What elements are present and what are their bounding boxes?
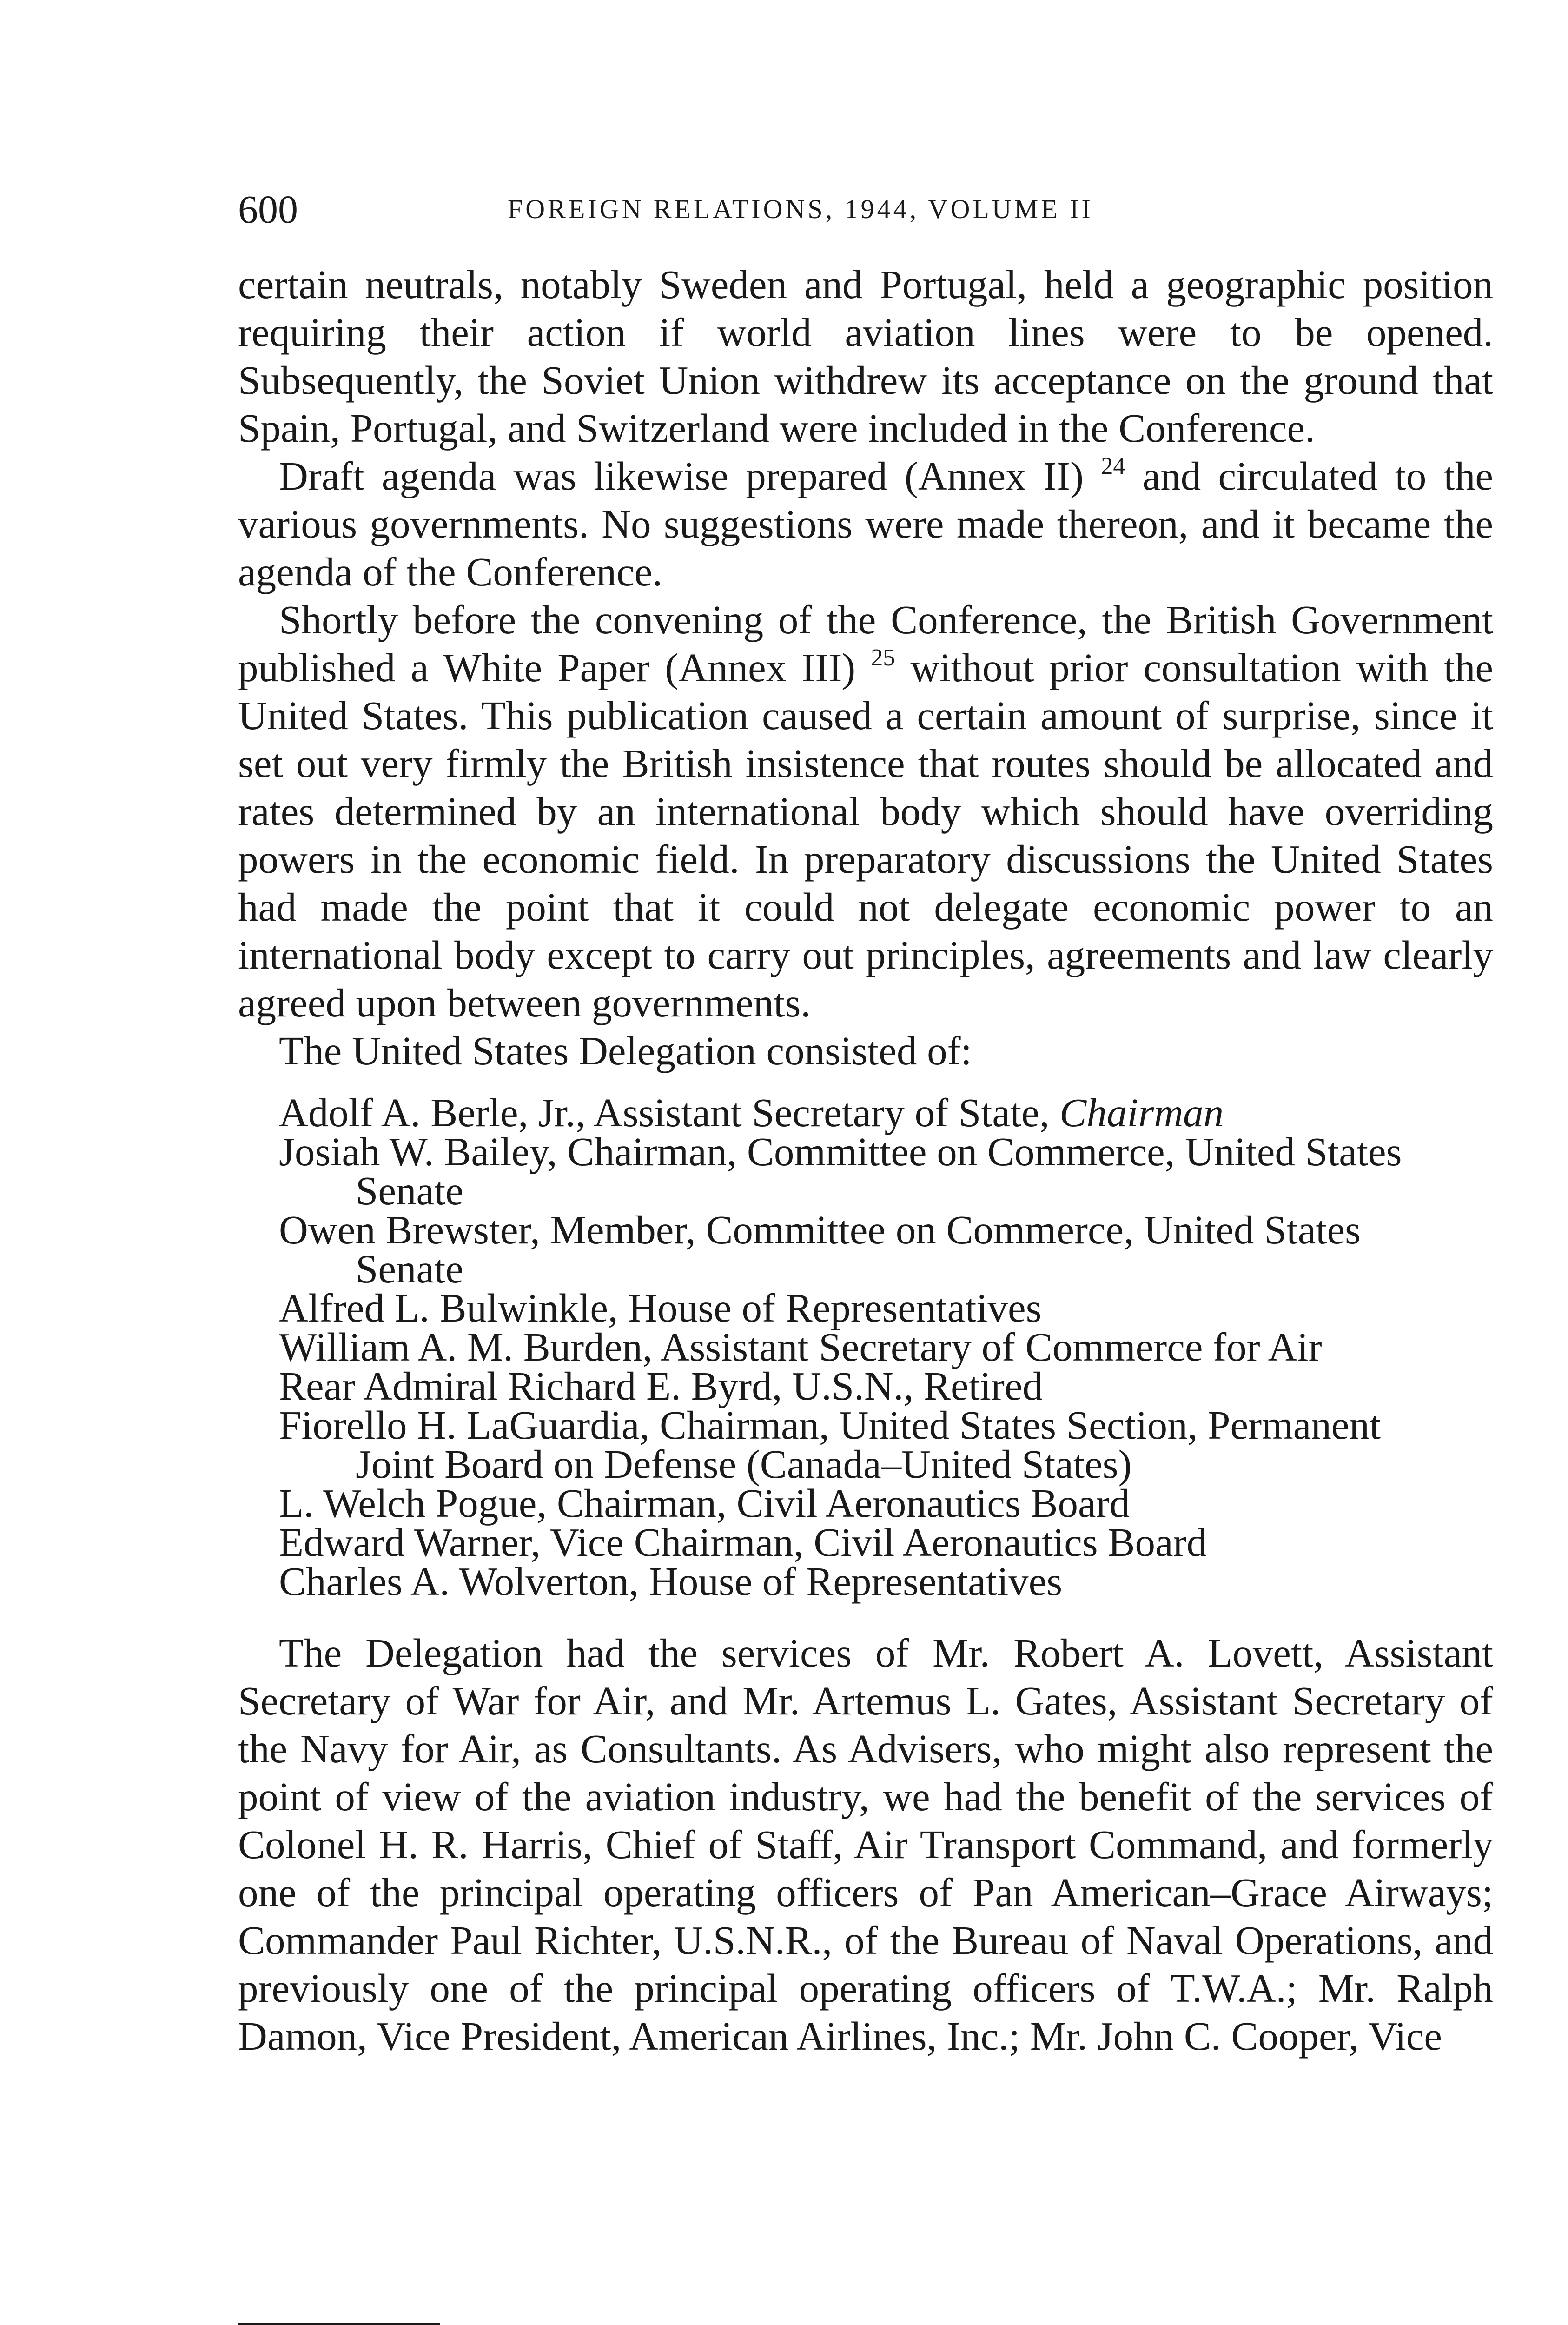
delegation-member: Josiah W. Bailey, Chairman, Committee on Commerce, United States Senate xyxy=(279,1129,1402,1213)
paragraph-1: certain neutrals, notably Sweden and Portugal, held a geographic position requiring their action if world aviation lines were to be opened. Subsequently, the Soviet Union withdrew its acceptance on the ground that Spain, Portugal, and Switzerland were included in the Conference. xyxy=(238,262,1493,451)
delegation-member: William A. M. Burden, Assistant Secretary of Commerce for Air xyxy=(279,1324,1322,1369)
delegation-member: Rear Admiral Richard E. Byrd, U.S.N., Retired xyxy=(279,1363,1043,1408)
paragraph-2-text-a: Draft agenda was likewise prepared (Annex II) xyxy=(279,453,1084,498)
page-number: 600 xyxy=(238,187,298,232)
paragraph-4: The United States Delegation consisted of: xyxy=(279,1028,972,1073)
delegation-member: Edward Warner, Vice Chairman, Civil Aeronautics Board xyxy=(279,1520,1207,1565)
paragraph-3-text-b: without prior consultation with the United States. This publication caused a certain amount of surprise, since it set out very firmly the British insistence that routes should be allocated and rates determined by an international body which should have overriding powers in the economic field. In preparatory discussions the United States had made the point that it could not delegate economic power to an international body except to carry out principles, agreements and law clearly agreed upon between governments. xyxy=(238,645,1493,1025)
delegation-member xyxy=(279,1090,1439,1135)
delegation-member: Owen Brewster, Member, Committee on Commerce, United States Senate xyxy=(279,1207,1361,1291)
paragraph-3 xyxy=(238,596,1493,1027)
delegation-member: Alfred L. Bulwinkle, House of Representatives xyxy=(279,1285,1042,1330)
paragraph-3-text-a: Shortly before the convening of the Conference, the British Government published a White Paper (Annex III) xyxy=(238,597,1493,690)
delegation-member: Charles A. Wolverton, House of Representatives xyxy=(279,1559,1063,1604)
delegation-member: L. Welch Pogue, Chairman, Civil Aeronautics Board xyxy=(279,1481,1130,1526)
paragraph-5: The Delegation had the services of Mr. Robert A. Lovett, Assistant Secretary of War for Air, and Mr. Artemus L. Gates, Assistant Secretary of the Navy for Air, as Consultants. As Advisers, who might also represent the point of view of the aviation industry, we had the benefit of the services of Colonel H. R. Harris, Chief of Staff, Air Transport Command, and formerly one of the principal operating officers of Pan American–Grace Airways; Commander Paul Richter, U.S.N.R., of the Bureau of Naval Operations, and previously one of the principal operating officers of T.W.A.; Mr. Ralph Damon, Vice President, American Airlines, Inc.; Mr. John C. Cooper, Vice xyxy=(238,1630,1493,2059)
body-text xyxy=(238,260,1493,2060)
chairman-label: Chairman xyxy=(1059,1090,1224,1135)
member-name: Adolf A. Berle, Jr., Assistant Secretary of State, xyxy=(279,1090,1060,1135)
paragraph-2-text-b: and circulated to the various governments. No suggestions were made thereon, and it became the agenda of the Conference. xyxy=(238,453,1494,594)
paragraph-2 xyxy=(238,452,1493,596)
delegation-member: Fiorello H. LaGuardia, Chairman, United States Section, Permanent Joint Board on Defense (Canada–United States) xyxy=(279,1402,1381,1487)
delegation-list xyxy=(279,1090,1493,1604)
footnote-divider xyxy=(238,2323,440,2325)
page-header xyxy=(238,184,1493,235)
footnote-ref-24: 24 xyxy=(1101,453,1125,479)
footnote-ref-25: 25 xyxy=(871,644,895,671)
running-head: FOREIGN RELATIONS, 1944, VOLUME II xyxy=(508,194,1093,224)
